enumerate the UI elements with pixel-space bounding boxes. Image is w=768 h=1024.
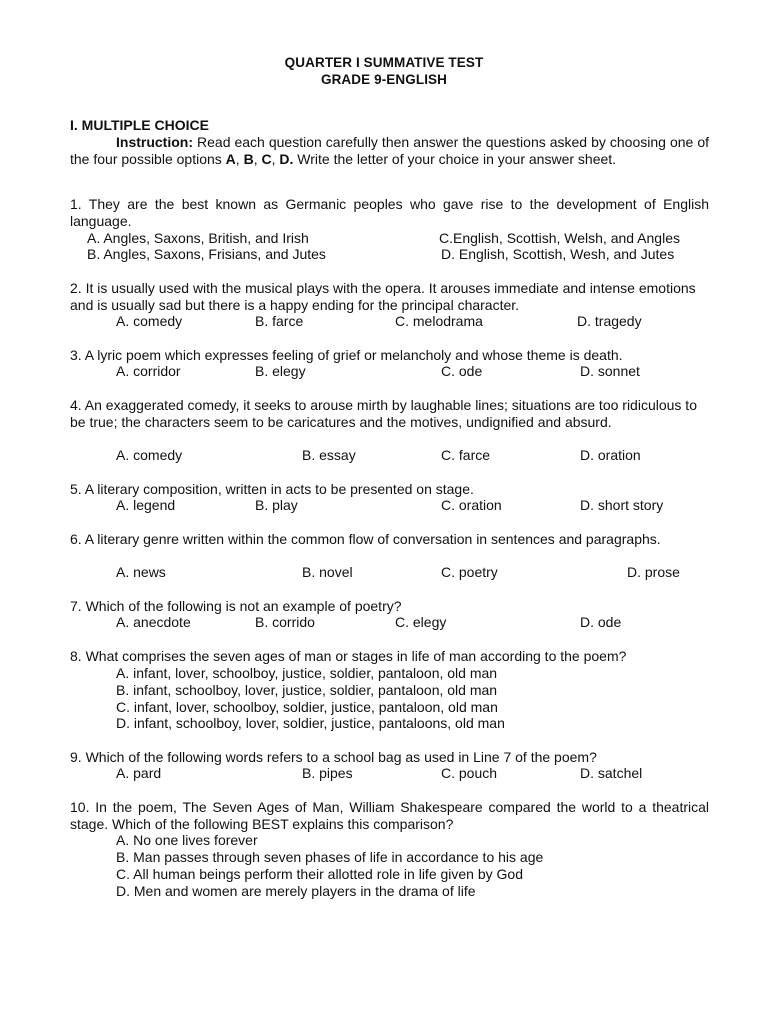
question-3-choice-d: D. sonnet — [580, 363, 640, 379]
question-9-choice-d: D. satchel — [580, 765, 643, 781]
question-3-choice-b: B. elegy — [255, 363, 306, 379]
question-10-choice-b: B. Man passes through seven phases of life in accordance to his age — [116, 849, 544, 865]
question-7-choice-d: D. ode — [580, 614, 622, 630]
question-10-choice-d: D. Men and women are merely players in the drama of life — [116, 883, 476, 899]
question-5-choice-c: C. oration — [441, 497, 502, 513]
question-9-choice-b: B. pipes — [302, 765, 353, 781]
question-1-stem: 1. They are the best known as Germanic peoples who gave rise to the development of English language. — [70, 196, 709, 229]
section-heading: I. MULTIPLE CHOICE — [70, 117, 209, 133]
question-7-choice-b: B. corrido — [255, 614, 315, 630]
question-2-choice-a: A. comedy — [116, 313, 183, 329]
question-3-choice-c: C. ode — [441, 363, 483, 379]
question-6-choice-a: A. news — [116, 564, 166, 580]
question-3-stem: 3. A lyric poem which expresses feeling of grief or melancholy and whose theme is death. — [70, 347, 623, 363]
option-letter-b: B — [243, 151, 254, 167]
question-8-stem: 8. What comprises the seven ages of man or stages in life of man according to the poem? — [70, 648, 627, 664]
page-title: QUARTER I SUMMATIVE TEST — [284, 55, 484, 70]
question-6-choice-c: C. poetry — [441, 564, 498, 580]
question-5-stem: 5. A literary composition, written in acts to be presented on stage. — [70, 481, 474, 497]
question-4-choice-a: A. comedy — [116, 447, 183, 463]
instruction-label: Instruction: — [116, 134, 193, 150]
question-2-choice-d: D. tragedy — [577, 313, 642, 329]
question-2-choice-b: B. farce — [255, 313, 304, 329]
question-5-choice-d: D. short story — [580, 497, 664, 513]
question-8-choice-d: D. infant, schoolboy, lover, soldier, justice, pantaloons, old man — [116, 715, 505, 731]
question-4-stem: 4. An exaggerated comedy, it seeks to arouse mirth by laughable lines; situations are too ridiculous to be true; the characters seem to be caricatures and the motives, undignified and absurd. — [70, 397, 697, 430]
question-1-choice-d: D. English, Scottish, Wesh, and Jutes — [441, 246, 675, 262]
question-10-choice-a: A. No one lives forever — [116, 832, 258, 848]
question-4-choice-c: C. farce — [441, 447, 491, 463]
question-10-stem: 10. In the poem, The Seven Ages of Man, William Shakespeare compared the world to a theatrical stage. Which of the following BEST explains this comparison? — [70, 799, 709, 832]
question-1-choice-a: A. Angles, Saxons, British, and Irish — [87, 230, 309, 246]
question-10-choice-c: C. All human beings perform their allotted role in life given by God — [116, 866, 523, 882]
question-6-choice-d: D. prose — [627, 564, 680, 580]
question-4-choice-b: B. essay — [302, 447, 356, 463]
page-subtitle: GRADE 9-ENGLISH — [320, 72, 447, 87]
question-1-choice-b: B. Angles, Saxons, Frisians, and Jutes — [87, 246, 326, 262]
question-5-choice-b: B. play — [255, 497, 298, 513]
question-7-choice-c: C. elegy — [395, 614, 447, 630]
question-2-stem: 2. It is usually used with the musical plays with the opera. It arouses immediate and intense emotions and is usually sad but there is a happy ending for the principal character. — [70, 280, 696, 313]
separator: , — [235, 151, 244, 167]
question-7-stem: 7. Which of the following is not an example of poetry? — [70, 598, 402, 614]
question-9-choice-a: A. pard — [116, 765, 162, 781]
question-8-choice-c: C. infant, lover, schoolboy, soldier, justice, pantaloon, old man — [116, 699, 498, 715]
option-letter-d: D. — [279, 151, 294, 167]
question-4-choice-d: D. oration — [580, 447, 641, 463]
instruction-text: Read each question carefully then answer the questions asked by choosing one of the four possible options — [70, 134, 709, 167]
separator: , — [253, 151, 262, 167]
separator: , — [271, 151, 280, 167]
question-9-choice-c: C. pouch — [441, 765, 498, 781]
question-8-choice-b: B. infant, schoolboy, lover, justice, soldier, pantaloon, old man — [116, 682, 498, 698]
question-7-choice-a: A. anecdote — [116, 614, 191, 630]
question-6-choice-b: B. novel — [302, 564, 353, 580]
question-3-choice-a: A. corridor — [116, 363, 181, 379]
question-2-choice-c: C. melodrama — [395, 313, 483, 329]
question-6-stem: 6. A literary genre written within the common flow of conversation in sentences and paragraphs. — [70, 531, 661, 547]
question-5-choice-a: A. legend — [116, 497, 176, 513]
instruction-paragraph — [70, 134, 709, 168]
option-letter-c: C — [261, 151, 272, 167]
question-1-choice-c: C.English, Scottish, Welsh, and Angles — [439, 230, 680, 246]
option-letter-a: A — [225, 151, 236, 167]
instruction-text-end: Write the letter of your choice in your answer sheet. — [293, 151, 617, 167]
question-8-choice-a: A. infant, lover, schoolboy, justice, soldier, pantaloon, old man — [116, 665, 498, 681]
question-9-stem: 9. Which of the following words refers to a school bag as used in Line 7 of the poem? — [70, 749, 597, 765]
